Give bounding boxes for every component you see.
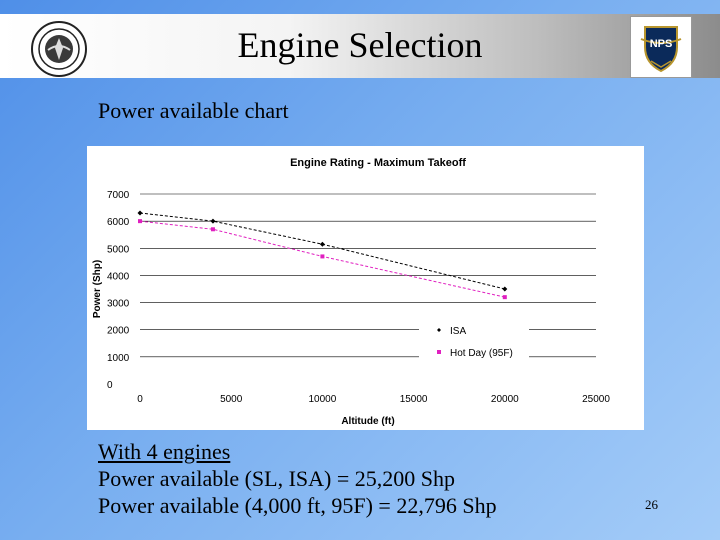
x-tick-label: 15000 bbox=[399, 394, 428, 405]
chart-svg bbox=[87, 146, 644, 430]
y-axis-label: Power (Shp) bbox=[92, 259, 103, 319]
x-axis-label: Altitude (ft) bbox=[341, 416, 395, 427]
series-line-0 bbox=[140, 213, 505, 289]
data-point bbox=[320, 242, 325, 247]
legend-marker bbox=[437, 350, 441, 354]
y-tick-label: 4000 bbox=[107, 271, 130, 283]
legend-label: ISA bbox=[450, 326, 467, 337]
y-tick-label: 1000 bbox=[107, 352, 130, 364]
title-bar bbox=[0, 14, 720, 78]
y-tick-label: 7000 bbox=[107, 190, 130, 201]
data-point bbox=[320, 254, 324, 258]
slide-title: Engine Selection bbox=[237, 25, 483, 65]
data-point bbox=[502, 287, 507, 292]
y-tick-label: 6000 bbox=[107, 217, 130, 229]
x-tick-label: 10000 bbox=[308, 394, 337, 405]
data-point bbox=[503, 295, 507, 299]
body-line-1: With 4 engines bbox=[98, 439, 231, 464]
x-tick-label: 25000 bbox=[582, 394, 610, 405]
body-line-3: Power available (4,000 ft, 95F) = 22,796 Shp bbox=[98, 493, 497, 518]
data-point bbox=[210, 219, 215, 224]
chart-title: Engine Rating - Maximum Takeoff bbox=[290, 157, 466, 169]
body-text bbox=[98, 438, 497, 519]
data-point bbox=[138, 211, 143, 216]
x-tick-label: 0 bbox=[137, 394, 143, 405]
page-number: 26 bbox=[645, 497, 658, 512]
x-tick-label: 20000 bbox=[490, 394, 519, 405]
legend-label: Hot Day (95F) bbox=[450, 348, 513, 359]
nps-logo-text: NPS bbox=[649, 38, 673, 50]
body-line-2: Power available (SL, ISA) = 25,200 Shp bbox=[98, 466, 456, 491]
slide-subtitle: Power available chart bbox=[98, 98, 289, 123]
x-tick-label: 5000 bbox=[220, 394, 243, 405]
series-line-1 bbox=[140, 221, 505, 297]
y-tick-label: 2000 bbox=[107, 325, 130, 337]
y-tick-label: 5000 bbox=[107, 244, 130, 256]
power-available-chart bbox=[87, 146, 644, 430]
data-point bbox=[138, 219, 142, 223]
navy-seal-icon bbox=[30, 20, 88, 78]
y-tick-label: 0 bbox=[107, 380, 113, 391]
y-tick-label: 3000 bbox=[107, 298, 130, 310]
nps-crest-icon bbox=[630, 16, 692, 78]
data-point bbox=[211, 227, 215, 231]
